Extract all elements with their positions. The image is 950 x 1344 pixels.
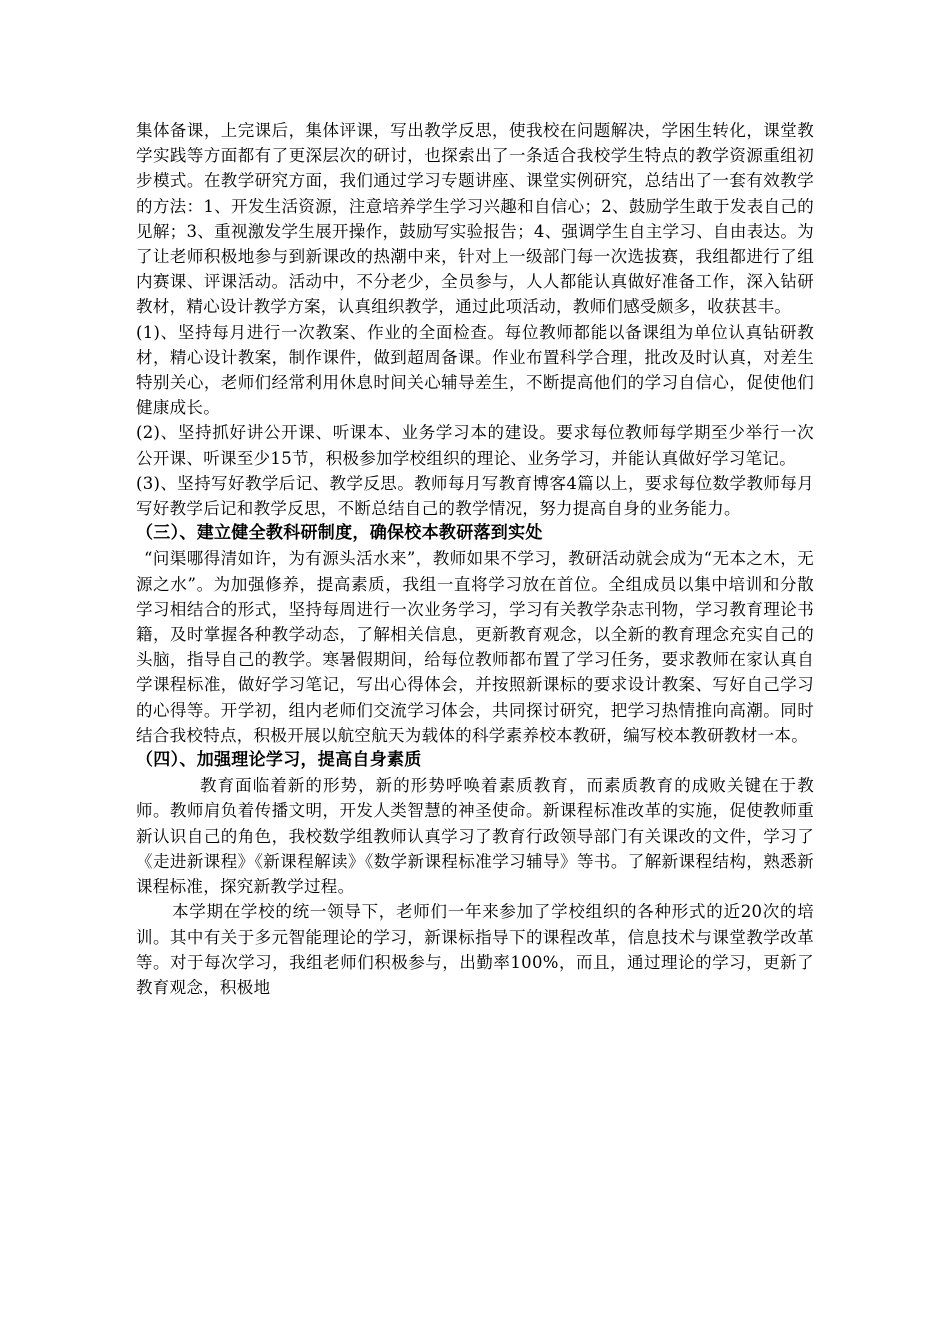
paragraph-collective-lesson-prep: 集体备课，上完课后，集体评课，写出教学反思，使我校在问题解决，学困生转化，课堂教学实践等方面都有了更深层次的研讨，也探索出了一条适合我校学生特点的教学资源重组初步模式。在教学研究方面，我们通过学习专题讲座、课堂实例研究，总结出了一套有效教学的方法：1、开发生活资源，注意培养学生学习兴趣和自信心；2、鼓励学生敢于发表自己的见解；3、重视激发学生展开操作，鼓励写实验报告；4、强调学生自主学习、自由表达。为了让老师积极地参与到新课改的热潮中来，针对上一级部门每一次选拔赛，我组都进行了组内赛课、评课活动。活动中，不分老少，全员参与，人人都能认真做好准备工作，深入钻研教材，精心设计教学方案，认真组织教学，通过此项活动，教师们感受颇多，收获甚丰。 [136,121,814,317]
paragraph-study-culture: “问渠哪得清如许，为有源头活水来”，教师如果不学习，教研活动就会成为“无本之木，无源之水”。为加强修养，提高素质，我组一直将学习放在首位。全组成员以集中培训和分散学习相结合的形式，坚持每周进行一次业务学习，学习有关教学杂志刊物，学习教育理论书籍，及时掌握各种教学动态，了解相关信息，更新教育观念，以全新的教育理念充实自己的头脑，指导自己的教学。寒暑假期间，给每位教师都布置了学习任务，要求教师在家认真自学课程标准，做好学习笔记，写出心得体会，并按照新课标的要求设计教案、写好自己学习的心得等。开学初，组内老师们交流学习体会，共同探讨研究，把学习热情推向高潮。同时结合我校特点，积极开展以航空航天为载体的科学素养校本教研，编写校本教研教材一本。 [136,549,814,745]
paragraph-new-curriculum: 教育面临着新的形势，新的形势呼唤着素质教育，而素质教育的成败关键在于教师。教师肩负着传播文明，开发人类智慧的神圣使命。新课程标准改革的实施，促使教师重新认识自己的角色，我校数学组教师认真学习了教育行政领导部门有关课改的文件，学习了《走进新课程》《新课程解读》《数学新课程标准学习辅导》等书。了解新课程结构，熟悉新课程标准，探究新教学过程。 [136,776,814,897]
section-heading-4: （四）、加强理论学习，提高自身素质 [136,750,422,771]
paragraph-item-2-open-class: (2)、坚持抓好讲公开课、听课本、业务学习本的建设。要求每位教师每学期至少举行一次公开课、听课至少15节，积极参加学校组织的理论、业务学习，并能认真做好学习笔记。 [136,423,814,468]
section-heading-3: （三）、建立健全教科研制度，确保校本教研落到实处 [136,523,543,544]
paragraph-training: 本学期在学校的统一领导下，老师们一年来参加了学校组织的各种形式的近20次的培训。其中有关于多元智能理论的学习，新课标指导下的课程改革，信息技术与课堂教学改革等。对于每次学习，我组老师们积极参与，出勤率100%，而且，通过理论的学习，更新了教育观念，积极地 [136,902,814,997]
paragraph-item-3-reflection: (3)、坚持写好教学后记、教学反思。教师每月写教育博客4篇以上，要求每位数学教师每月写好教学后记和教学反思，不断总结自己的教学情况，努力提高自身的业务能力。 [136,473,814,519]
paragraph-item-1-inspection: (1)、坚持每月进行一次教案、作业的全面检查。每位教师都能以备课组为单位认真钻研教材，精心设计教案，制作课件，做到超周备课。作业布置科学合理，批改及时认真，对差生特别关心，老师们经常利用休息时间关心辅导差生，不断提高他们的学习自信心，促使他们健康成长。 [136,322,814,418]
